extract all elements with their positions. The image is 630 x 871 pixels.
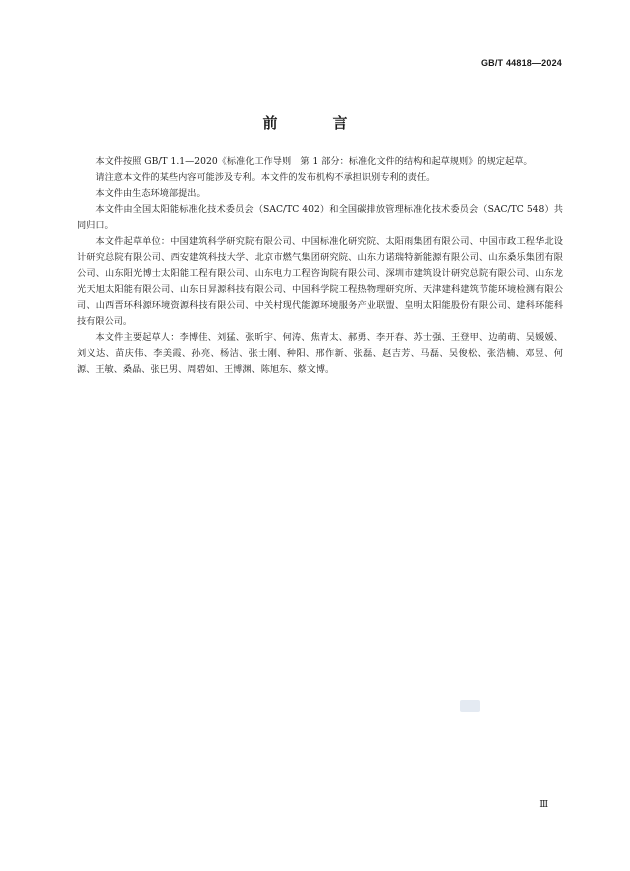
paragraph-patent-notice: 请注意本文件的某些内容可能涉及专利。本文件的发布机构不承担识别专利的责任。 — [95, 172, 436, 183]
paragraph-jurisdiction: 本文件由全国太阳能标准化技术委员会（SAC/TC 402）和全国碳排放管理标准化技术委员会（SAC/TC 548）共同归口。 — [77, 204, 563, 231]
paragraph-drafting-units: 本文件起草单位：中国建筑科学研究院有限公司、中国标准化研究院、太阳雨集团有限公司、中国市政工程华北设计研究总院有限公司、西安建筑科技大学、北京市燃气集团研究院、山东力诺瑞特新能源有限公司、山东桑乐集团有限公司、山东阳光博士太阳能工程有限公司、山东电力工程咨询院有限公司、深圳市建筑设计研究总院有限公司、山东龙光天旭太阳能有限公司、山东日昇源科技有限公司、中国科学院工程热物理研究所、天津建科建筑节能环境检测有限公司、山西晋环科源环境资源科技有限公司、中关村现代能源环境服务产业联盟、皇明太阳能股份有限公司、建科环能科技有限公司。 — [77, 236, 563, 327]
paragraph-drafting-rules: 本文件按照 GB/T 1.1—2020《标准化工作导则 第 1 部分：标准化文件的结构和起草规则》的规定起草。 — [95, 156, 533, 167]
paragraph-proposer: 本文件由生态环境部提出。 — [95, 188, 206, 199]
body-text — [77, 154, 563, 378]
page-number: Ⅲ — [539, 800, 548, 810]
standard-code: GB/T 44818—2024 — [480, 58, 562, 68]
page-title: 前 言 — [262, 114, 368, 132]
faint-stamp-mark — [460, 700, 480, 712]
paragraph-drafters: 本文件主要起草人：李博佳、刘猛、张昕宇、何涛、焦青太、郝勇、李开春、苏士强、王登甲、边萌萌、吴媛媛、刘义达、苗庆伟、李美霞、孙亮、杨洁、张士刚、种阳、邢作新、张磊、赵吉芳、马磊、吴俊松、张浩楠、邓昱、何源、王敏、桑晶、张巳男、周碧如、王博渊、陈旭东、蔡文博。 — [77, 332, 563, 375]
